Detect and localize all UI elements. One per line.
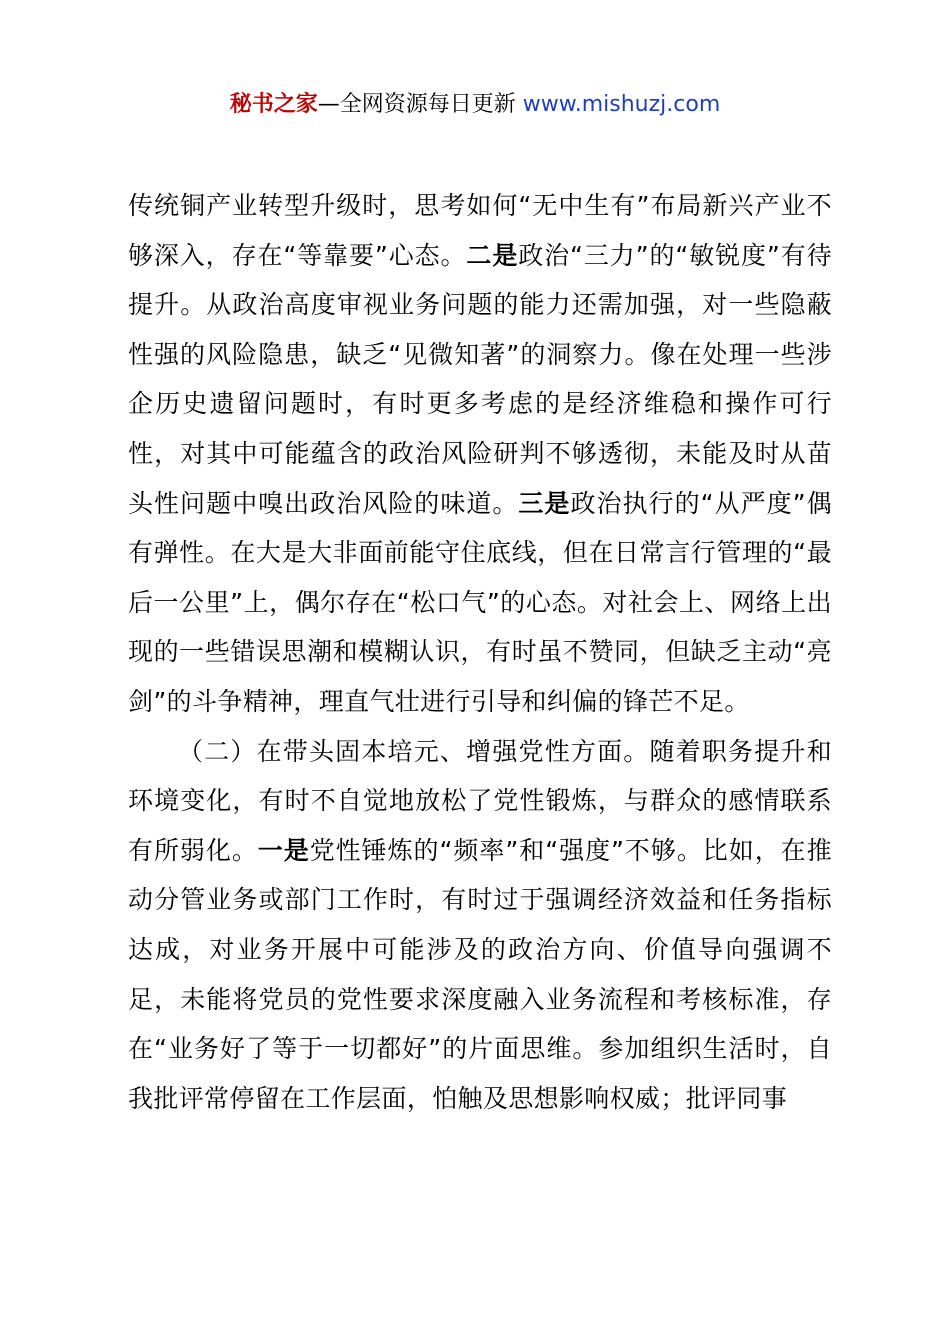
bold-marker-three: 三是 [518, 488, 571, 518]
bold-marker-two: 二是 [466, 240, 519, 270]
document-body [128, 181, 832, 1123]
text-run: 政治执行的“从严度”偶有弹性。在大是大非面前能守住底线，但在日常言行管理的“最后一公里”上，偶尔存在“松口气”的心态。对社会上、网络上出现的一些错误思潮和模糊认识，有时虽不赞同，但缺乏主动“亮剑”的斗争精神，理直气壮进行引导和纠偏的锋芒不足。 [128, 488, 832, 716]
paragraph-continued [128, 181, 832, 727]
site-slogan: —全网资源每日更新 [317, 92, 523, 117]
text-run: 政治“三力”的“敏锐度”有待提升。从政治高度审视业务问题的能力还需加强，对一些隐蔽性强的风险隐患，缺乏“见微知著”的洞察力。像在处理一些涉企历史遗留问题时，有时更多考虑的是经济维稳和操作可行性，对其中可能蕴含的政治风险研判不够透彻，未能及时从苗头性问题中嗅出政治风险的味道。 [128, 240, 832, 518]
paragraph-section-two [128, 727, 832, 1124]
text-run: 党性锤炼的“频率”和“强度”不够。比如，在推动分管业务或部门工作时，有时过于强调经济效益和任务指标达成，对业务开展中可能涉及的政治方向、价值导向强调不足，未能将党员的党性要求深度融入业务流程和考核标准，存在“业务好了等于一切都好”的片面思维。参加组织生活时，自我批评常停留在工作层面，怕触及思想影响权威；批评同事 [128, 835, 832, 1113]
page-header [0, 88, 950, 122]
bold-marker-one: 一是 [257, 835, 310, 865]
site-brand: 秘书之家 [229, 92, 318, 117]
text-run: （二）在带头固本培元、增强党性方面。随着职务提升和环境变化，有时不自觉地放松了党性锻炼，与群众的感情联系有所弱化。 [128, 736, 832, 865]
site-url-link[interactable]: www.mishuzj.com [522, 92, 721, 117]
text-run: 传统铜产业转型升级时，思考如何“无中生有”布局新兴产业不够深入，存在“等靠要”心态。 [128, 191, 832, 270]
